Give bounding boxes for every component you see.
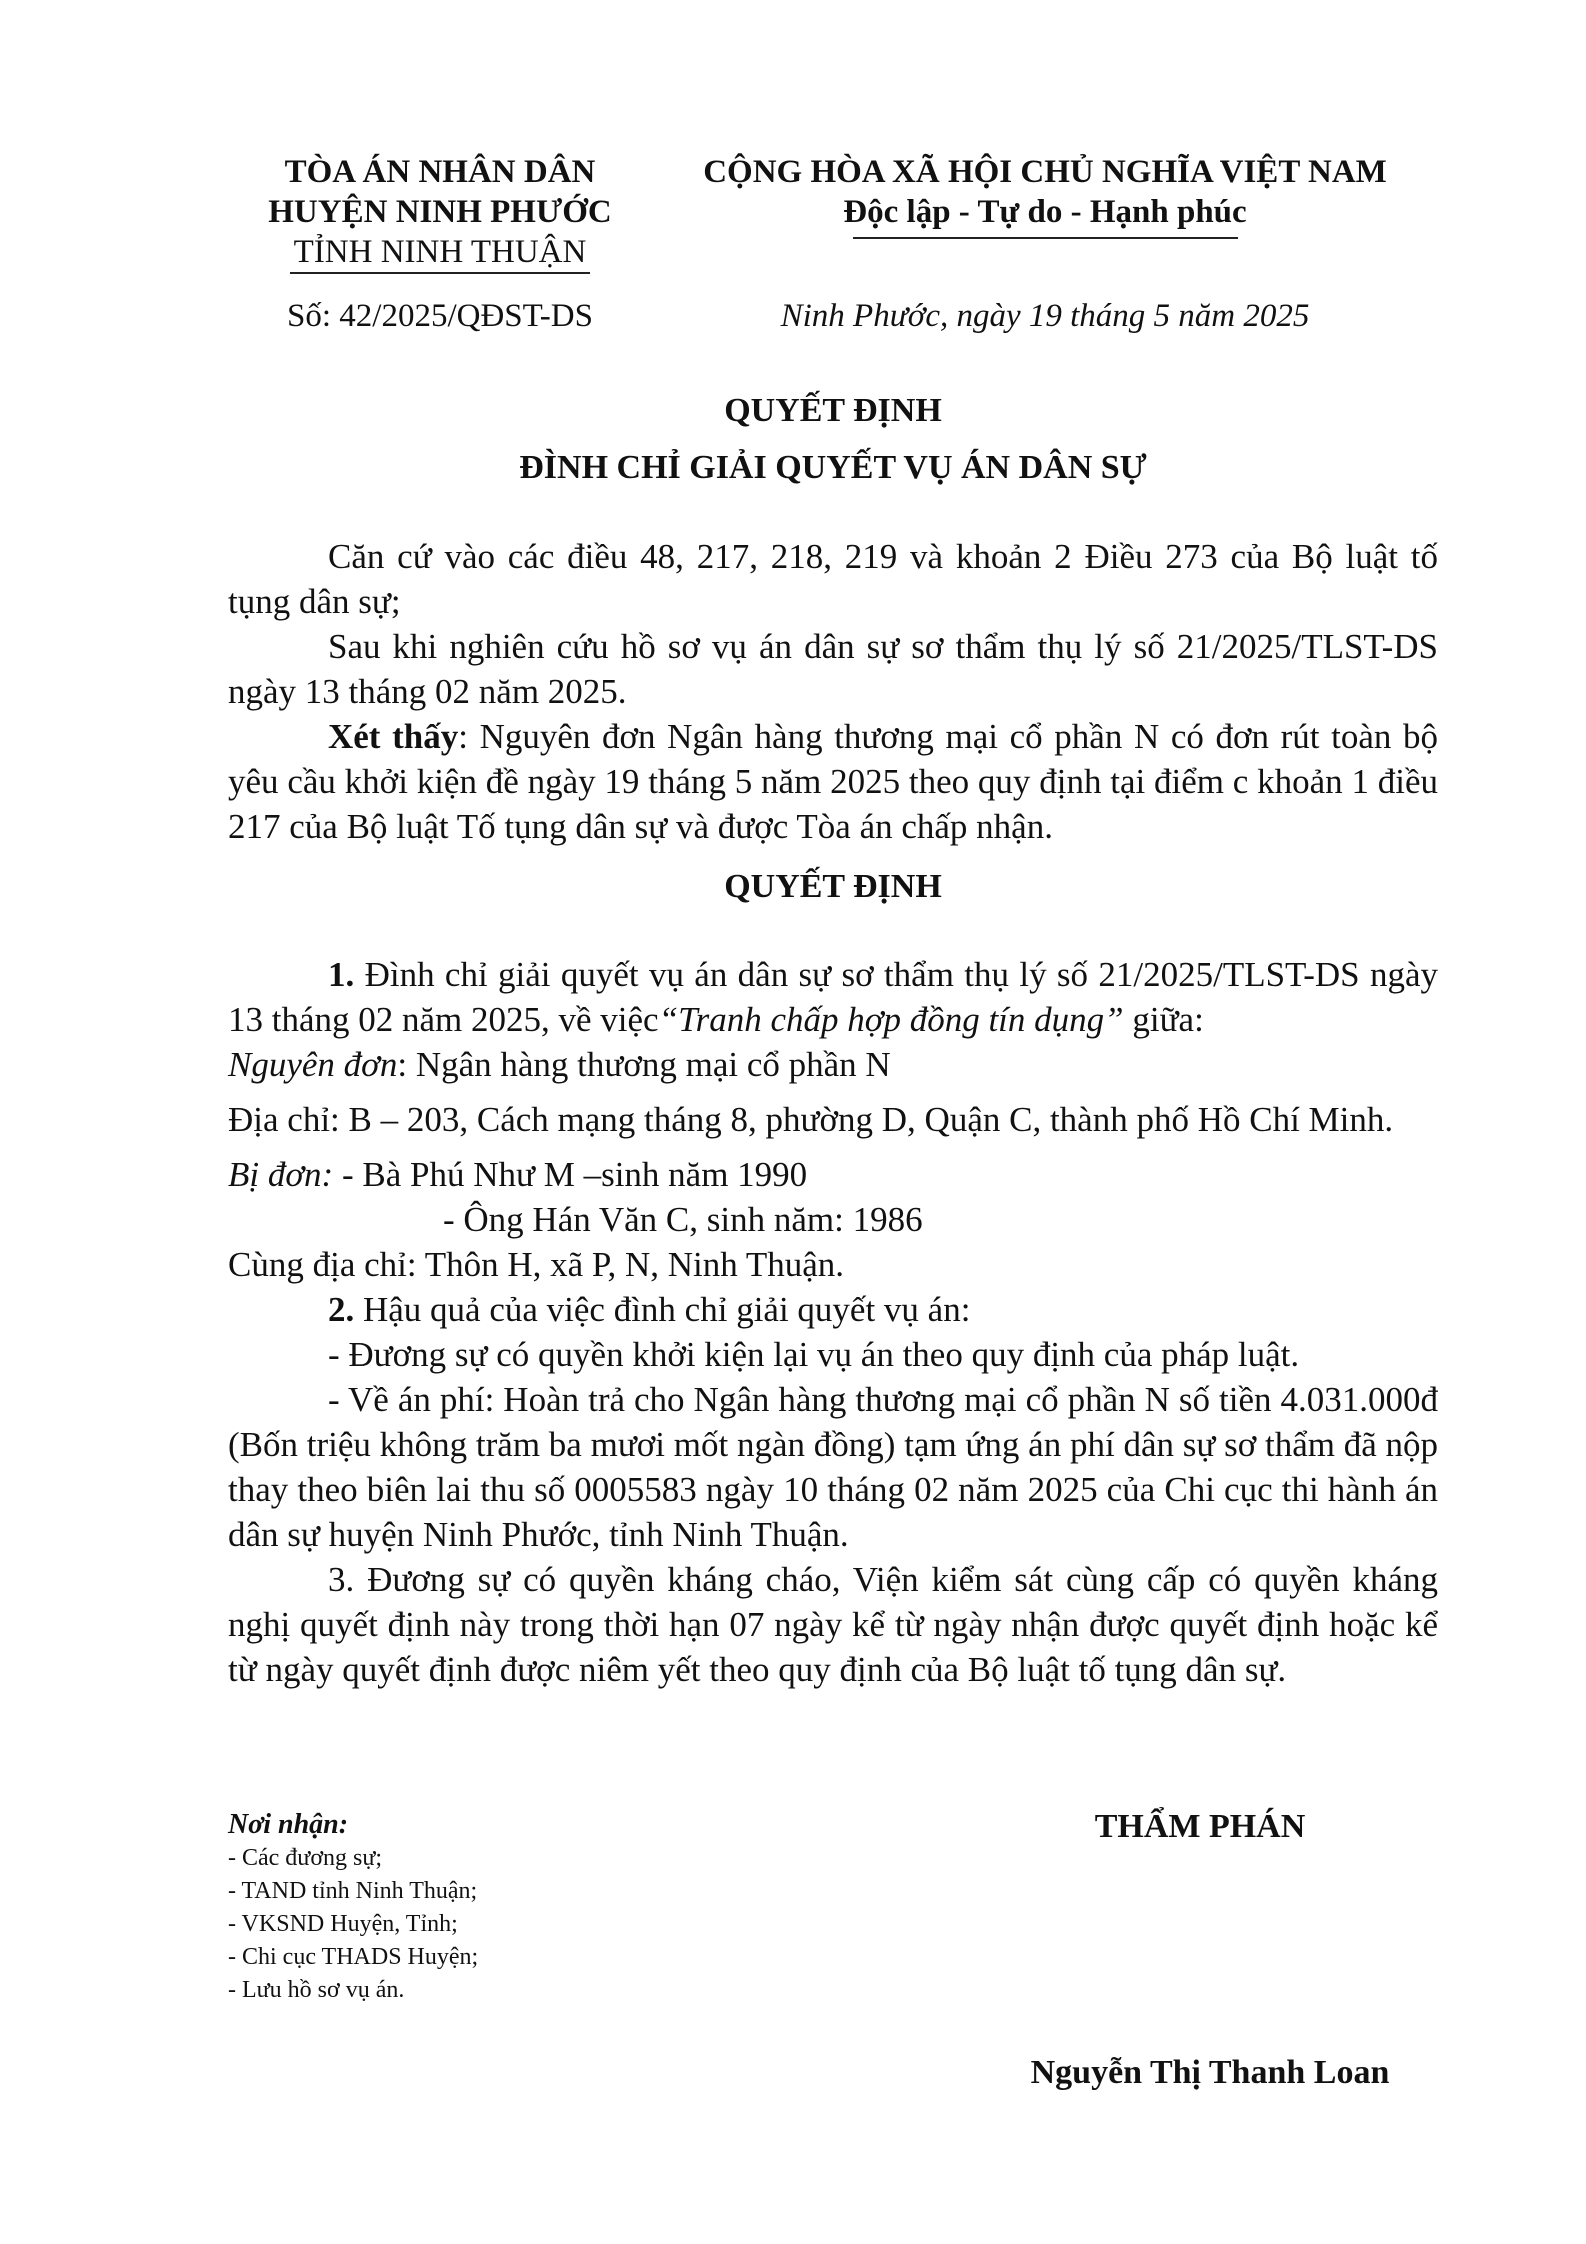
recipient-item: - Chi cục THADS Huyện; xyxy=(228,1944,479,1970)
findings-label: Xét thấy xyxy=(328,717,459,756)
defendant-line-1 xyxy=(228,1152,1438,1197)
defendant-label: Bị đơn: xyxy=(228,1155,334,1194)
court-name-line1: TÒA ÁN NHÂN DÂN xyxy=(284,154,596,190)
document-title: QUYẾT ĐỊNH xyxy=(724,392,942,429)
item2-right-to-resue: - Đương sự có quyền khởi kiện lại vụ án theo quy định của pháp luật. xyxy=(328,1335,1300,1374)
preamble-case-review: Sau khi nghiên cứu hồ sơ vụ án dân sự sơ thẩm thụ lý số 21/2025/TLST-DS ngày 13 tháng 02 năm 2025. xyxy=(228,627,1438,711)
court-name-line3: TỈNH NINH THUẬN xyxy=(293,234,587,270)
court-name-line2: HUYỆN NINH PHƯỚC xyxy=(268,194,612,230)
common-address: Cùng địa chỉ: Thôn H, xã P, N, Ninh Thuận. xyxy=(228,1245,845,1284)
recipients-title: Nơi nhận: xyxy=(228,1809,349,1840)
item1-text-a: Đình chỉ giải quyết vụ án dân sự sơ thẩm thụ lý số 21/2025/TLST-DS ngày 13 tháng 02 năm 2025, về việc xyxy=(228,955,1438,1039)
right-header-underline xyxy=(853,237,1238,239)
plaintiff-label: Nguyên đơn xyxy=(228,1045,398,1084)
plaintiff-address: Địa chỉ: B – 203, Cách mạng tháng 8, phường D, Quận C, thành phố Hồ Chí Minh. xyxy=(228,1100,1394,1139)
country-motto: Độc lập - Tự do - Hạnh phúc xyxy=(843,194,1247,230)
decision-item-1 xyxy=(228,952,1438,1042)
recipient-item: - Các đương sự; xyxy=(228,1845,383,1871)
preamble-findings xyxy=(228,714,1438,849)
signature-role: THẨM PHÁN xyxy=(1094,1808,1306,1845)
item1-number: 1. xyxy=(328,955,355,994)
defendant-line-2: - Ông Hán Văn C, sinh năm: 1986 xyxy=(443,1200,923,1239)
recipients xyxy=(228,1808,728,2007)
item2-number: 2. xyxy=(328,1290,355,1329)
preamble xyxy=(228,534,1438,849)
item1-text-b: giữa: xyxy=(1123,1000,1204,1039)
recipient-item: - VKSND Huyện, Tỉnh; xyxy=(228,1911,458,1937)
recipient-item: - Lưu hồ sơ vụ án. xyxy=(228,1977,405,2003)
item1-case-type: “Tranh chấp hợp đồng tín dụng” xyxy=(658,1000,1124,1039)
country-name: CỘNG HÒA XÃ HỘI CHỦ NGHĨA VIỆT NAM xyxy=(703,154,1387,190)
decision-item-3: 3. Đương sự có quyền kháng cháo, Viện kiểm sát cùng cấp có quyền kháng nghị quyết định này trong thời hạn 07 ngày kể từ ngày nhận được quyết định hoặc kể từ ngày quyết định được niêm yết theo quy định của Bộ luật tố tụng dân sự. xyxy=(228,1560,1438,1689)
plaintiff-line xyxy=(228,1042,1438,1087)
signature-name: Nguyễn Thị Thanh Loan xyxy=(1030,2054,1390,2091)
decision-body xyxy=(228,952,1438,1692)
decision-heading: QUYẾT ĐỊNH xyxy=(724,868,942,905)
defendant-1: - Bà Phú Như M –sinh năm 1990 xyxy=(333,1155,808,1194)
left-header-underline xyxy=(290,272,590,274)
item2-text: Hậu quả của việc đình chỉ giải quyết vụ án: xyxy=(354,1290,971,1329)
decision-item-2 xyxy=(228,1287,1438,1332)
recipient-item: - TAND tỉnh Ninh Thuận; xyxy=(228,1878,478,1904)
document-subtitle: ĐÌNH CHỈ GIẢI QUYẾT VỤ ÁN DÂN SỰ xyxy=(519,449,1147,486)
findings-text: : Nguyên đơn Ngân hàng thương mại cổ phần N có đơn rút toàn bộ yêu cầu khởi kiện đề ngày 19 tháng 5 năm 2025 theo quy định tại điểm c khoản 1 điều 217 của Bộ luật Tố tụng dân sự và được Tòa án chấp nhận. xyxy=(228,717,1438,846)
document-number: Số: 42/2025/QĐST-DS xyxy=(287,298,593,334)
preamble-legal-basis: Căn cứ vào các điều 48, 217, 218, 219 và khoản 2 Điều 273 của Bộ luật tố tụng dân sự; xyxy=(228,537,1438,621)
item2-court-fee: - Về án phí: Hoàn trả cho Ngân hàng thương mại cổ phần N số tiền 4.031.000đ (Bốn triệu không trăm ba mươi mốt ngàn đồng) tạm ứng án phí dân sự sơ thẩm đã nộp thay theo biên lai thu số 0005583 ngày 10 tháng 02 năm 2025 của Chi cục thi hành án dân sự huyện Ninh Phước, tỉnh Ninh Thuận. xyxy=(228,1380,1438,1554)
plaintiff-name: : Ngân hàng thương mại cổ phần N xyxy=(397,1045,891,1084)
document-date: Ninh Phước, ngày 19 tháng 5 năm 2025 xyxy=(780,298,1310,334)
